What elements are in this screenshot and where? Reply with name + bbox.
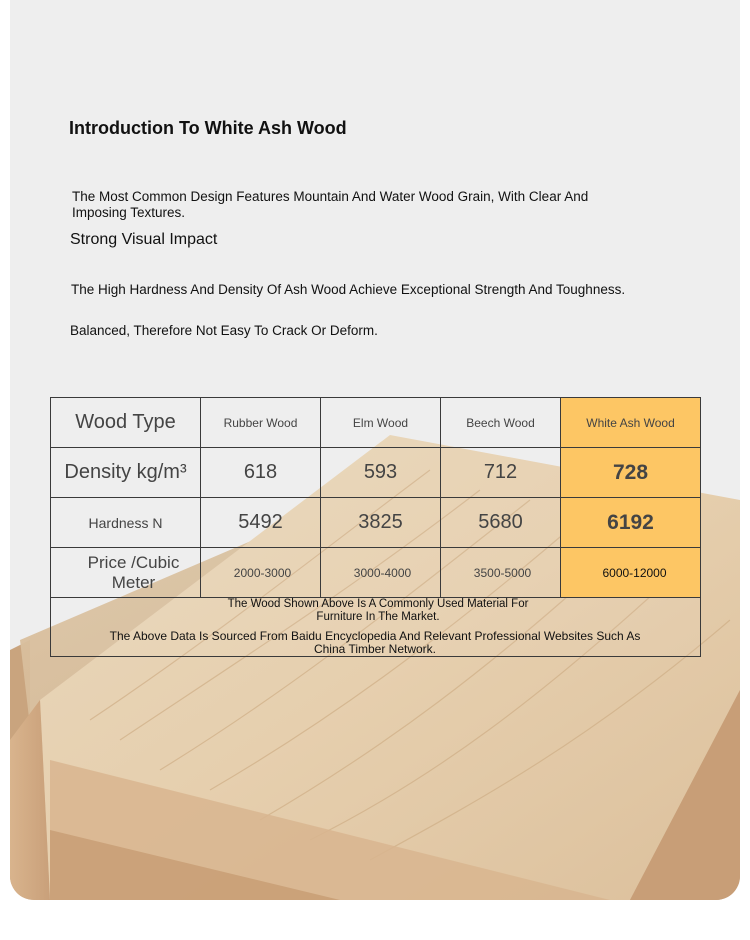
row-label-price: Price /Cubic Meter xyxy=(51,548,201,598)
density-elm: 593 xyxy=(321,448,441,498)
column-white-ash-wood: White Ash Wood xyxy=(561,398,701,448)
price-elm: 3000-4000 xyxy=(321,548,441,598)
table-notes xyxy=(51,598,701,657)
hardness-elm: 3825 xyxy=(321,498,441,548)
intro-paragraph-2: The High Hardness And Density Of Ash Wood Achieve Exceptional Strength And Toughness. xyxy=(71,282,626,297)
wood-comparison-table xyxy=(50,397,701,657)
row-label-hardness: Hardness N xyxy=(51,498,201,548)
column-beech-wood: Beech Wood xyxy=(441,398,561,448)
table-row-hardness xyxy=(51,498,701,548)
price-rubber: 2000-3000 xyxy=(201,548,321,598)
hardness-beech: 5680 xyxy=(441,498,561,548)
column-elm-wood: Elm Wood xyxy=(321,398,441,448)
row-label-density: Density kg/m³ xyxy=(51,448,201,498)
header-wood-type: Wood Type xyxy=(51,398,201,448)
density-beech: 712 xyxy=(441,448,561,498)
table-row-price xyxy=(51,548,701,598)
intro-paragraph-1: The Most Common Design Features Mountain And Water Wood Grain, With Clear And Imposing Textures. xyxy=(72,189,589,220)
intro-paragraph-3: Balanced, Therefore Not Easy To Crack Or Deform. xyxy=(70,323,378,338)
price-beech: 3500-5000 xyxy=(441,548,561,598)
section-heading: Strong Visual Impact xyxy=(70,231,218,248)
product-card xyxy=(10,0,740,900)
table-header-row xyxy=(51,398,701,448)
note-material: The Wood Shown Above Is A Commonly Used Material For Furniture In The Market. xyxy=(227,598,529,623)
note-data-source: The Above Data Is Sourced From Baidu Encyclopedia And Relevant Professional Websites Such As China Timber Network. xyxy=(109,629,641,656)
column-rubber-wood: Rubber Wood xyxy=(201,398,321,448)
density-white-ash: 728 xyxy=(561,448,701,498)
density-rubber: 618 xyxy=(201,448,321,498)
table-notes-row xyxy=(51,598,701,657)
page-title: Introduction To White Ash Wood xyxy=(69,118,347,138)
table-row-density xyxy=(51,448,701,498)
price-white-ash: 6000-12000 xyxy=(561,548,701,598)
hardness-white-ash: 6192 xyxy=(561,498,701,548)
hardness-rubber: 5492 xyxy=(201,498,321,548)
